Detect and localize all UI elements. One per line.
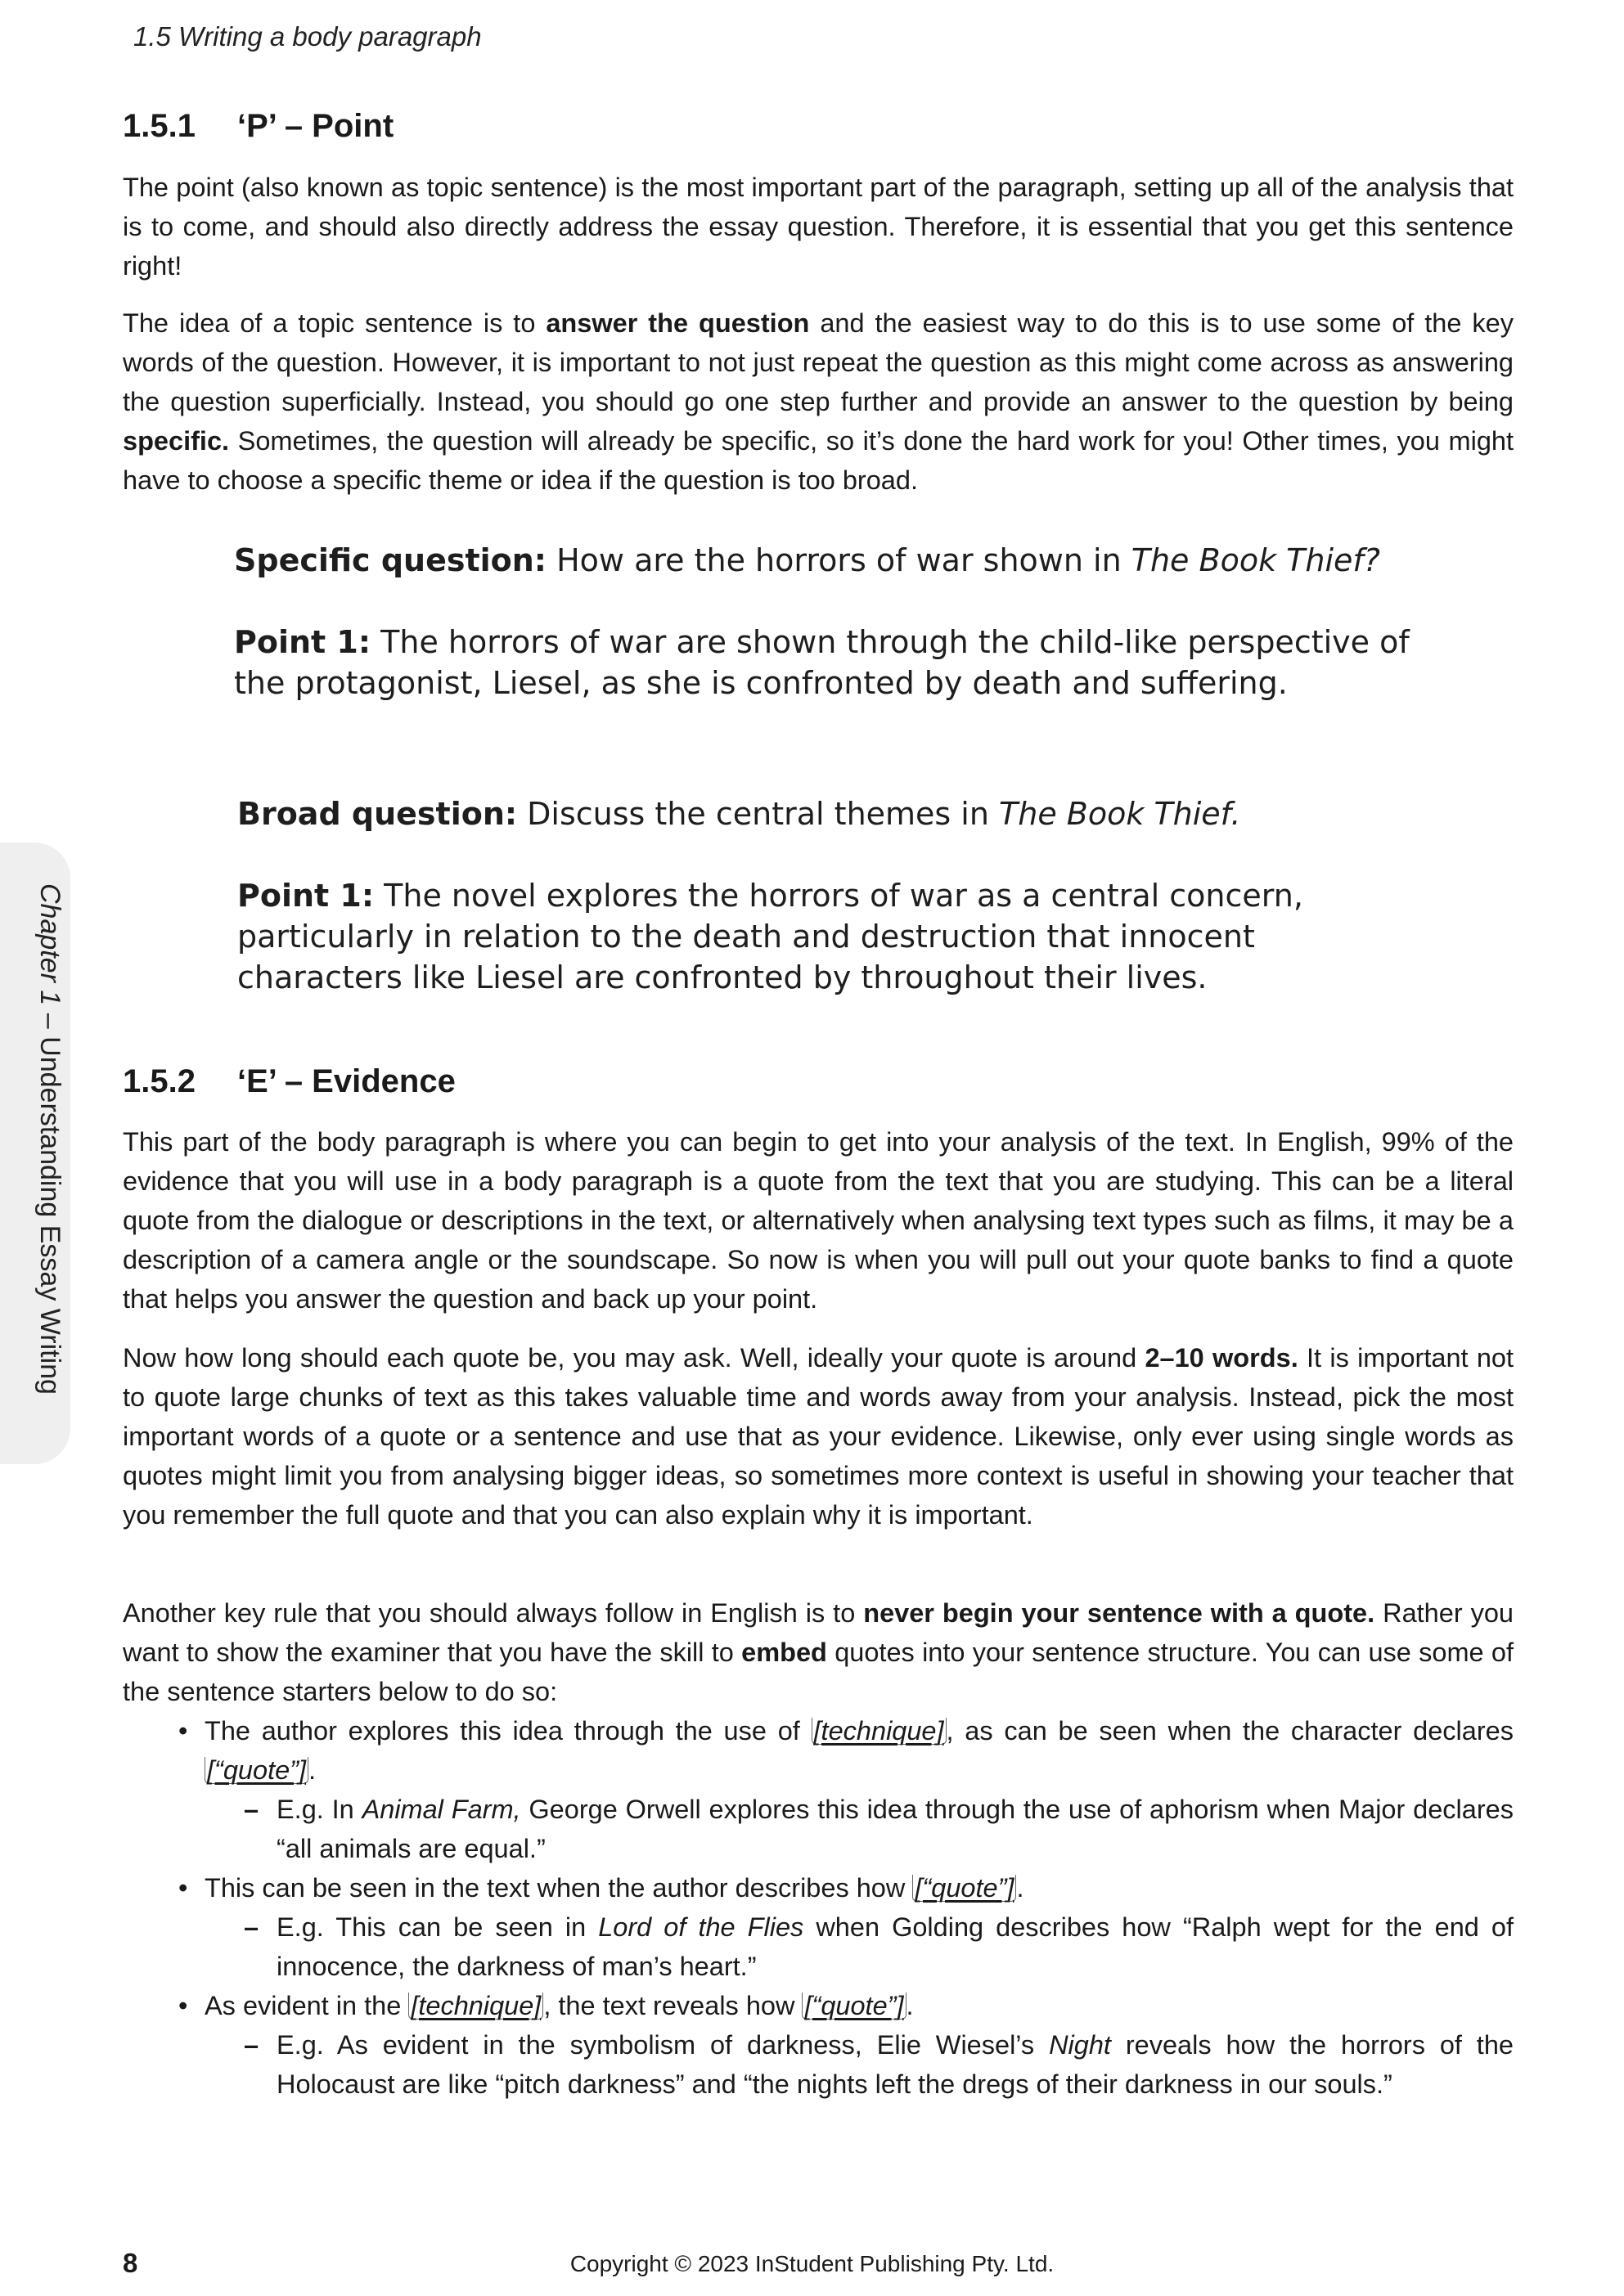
text-run: As evident in the xyxy=(205,1991,409,2020)
paragraph-evidence-intro: This part of the body paragraph is where you can begin to get into your analysis of the text. In English, 99% of the evidence that you will use in a body paragraph is a quote from the text that you are studying. This can be a literal quote from the dialogue or descriptions in the text, or alternatively when analysing text types such as films, it may be a description of a camera angle or the soundscape. So now is when you will pull out your quote banks to find a quote that helps you answer the question and back up your point. xyxy=(123,1127,1514,1314)
paragraph-point-intro: The point (also known as topic sentence) is the most important part of the paragraph, setting up all of the analysis that is to come, and should also directly address the essay question. Therefore, it is essential that you get this sentence right! xyxy=(123,173,1514,281)
example-text: How are the horrors of war shown in xyxy=(547,542,1131,578)
example-text: The horrors of war are shown through the child-like perspective of the protagonist, Liesel, as she is confronted by death and suffering. xyxy=(234,624,1410,701)
chapter-title: Understanding Essay Writing xyxy=(34,1036,65,1395)
text-run: . xyxy=(308,1755,317,1785)
text-run: , the text reveals how xyxy=(543,1991,803,2020)
list-item xyxy=(123,1986,1514,2104)
example-broad-question xyxy=(237,793,1514,834)
paragraph-embed-quotes xyxy=(123,1593,1514,1711)
text-run: . xyxy=(906,1991,914,2020)
example-sub-item xyxy=(205,1907,1514,1986)
text-run: Now how long should each quote be, you may ask. Well, ideally your quote is around xyxy=(123,1343,1145,1373)
bold-answer-the-question: answer the question xyxy=(546,308,810,338)
copyright-notice: Copyright © 2023 InStudent Publishing Pty. Ltd. xyxy=(569,2251,1055,2276)
book-title: The Book Thief. xyxy=(999,796,1241,832)
placeholder-technique: [technique] xyxy=(408,1993,543,2020)
book-title: The Book Thief? xyxy=(1131,542,1380,578)
text-run: The idea of a topic sentence is to xyxy=(123,308,547,338)
book-title: Lord of the Flies xyxy=(598,1912,804,1942)
text-run: E.g. In xyxy=(277,1795,362,1824)
example-label: Point 1: xyxy=(237,878,375,914)
bold-word-count: 2–10 words. xyxy=(1145,1343,1298,1373)
placeholder-quote: [“quote”] xyxy=(802,1993,906,2020)
chapter-number: Chapter 1 xyxy=(34,883,65,1006)
bold-rule: never begin your sentence with a quote. xyxy=(863,1598,1375,1628)
paragraph-topic-sentence xyxy=(123,303,1514,500)
example-label: Specific question: xyxy=(234,542,547,578)
chapter-side-label xyxy=(16,883,65,1472)
list-item xyxy=(123,1868,1514,1986)
text-run: , as can be seen when the character declares xyxy=(946,1716,1514,1746)
example-specific-question xyxy=(234,540,1510,581)
text-run: This can be seen in the text when the author describes how xyxy=(205,1873,913,1903)
sentence-starter-list xyxy=(123,1711,1514,2104)
example-sub-item xyxy=(205,2025,1514,2104)
list-item xyxy=(123,1711,1514,1868)
text-run: Another key rule that you should always follow in English is to xyxy=(123,1598,864,1628)
text-run: quotes into your sentence structure. You can use some of the sentence starters below to do so: xyxy=(123,1638,1514,1706)
example-text: Discuss the central themes in xyxy=(517,796,1000,832)
section-title: ‘E’ – Evidence xyxy=(237,1063,456,1099)
example-text: The novel explores the horrors of war as a central concern, particularly in relation to the death and destruction that innocent characters like Liesel are confronted by throughout their lives. xyxy=(237,878,1303,995)
text-run: . xyxy=(1016,1873,1024,1903)
example-label: Point 1: xyxy=(234,624,371,660)
section-heading-point xyxy=(123,108,394,145)
text-run: when Golding describes how “Ralph wept for the end of innocence, the darkness of man’s heart.” xyxy=(277,1912,1514,1981)
chapter-separator: – xyxy=(34,1013,65,1029)
text-run: Sometimes, the question will already be specific, so it’s done the hard work for you! Other times, you might have to choose a specific theme or idea if the question is too broad. xyxy=(123,426,1514,495)
bold-specific: specific. xyxy=(123,426,230,456)
text-run: E.g. This can be seen in xyxy=(277,1912,599,1942)
section-number: 1.5.1 xyxy=(123,108,196,144)
running-head: 1.5 Writing a body paragraph xyxy=(133,21,482,52)
section-title: ‘P’ – Point xyxy=(237,108,394,144)
page-number: 8 xyxy=(123,2248,138,2278)
example-broad-point xyxy=(237,875,1383,998)
text-run: and the easiest way to do this is to use some of the key words of the question. However, it is important to not just repeat the question as this might come across as answering the question superficially. Instead, you should go one step further and provide an answer to the question by being xyxy=(123,308,1514,416)
bold-embed: embed xyxy=(741,1638,827,1667)
text-run: George Orwell explores this idea through the use of aphorism when Major declares “all animals are equal.” xyxy=(277,1795,1514,1863)
example-label: Broad question: xyxy=(237,796,518,832)
example-specific-point xyxy=(234,622,1428,703)
book-title: Animal Farm, xyxy=(362,1795,521,1824)
example-sub-item xyxy=(205,1790,1514,1868)
section-heading-evidence xyxy=(123,1063,456,1100)
text-run: E.g. As evident in the symbolism of darkness, Elie Wiesel’s xyxy=(277,2030,1050,2060)
placeholder-quote: [“quote”] xyxy=(912,1875,1016,1902)
paragraph-quote-length xyxy=(123,1338,1514,1534)
section-number: 1.5.2 xyxy=(123,1063,196,1099)
placeholder-quote: [“quote”] xyxy=(205,1757,308,1784)
placeholder-technique: [technique] xyxy=(812,1718,947,1745)
text-run: Rather you want to show the examiner that you have the skill to xyxy=(123,1598,1514,1667)
text-run: It is important not to quote large chunks of text as this takes valuable time and words away from your analysis. Instead, pick the most important words of a quote or a sentence and use that as your evidence. Likewise, only ever using single words as quotes might limit you from analysing bigger ideas, so sometimes more context is useful in showing your teacher that you remember the full quote and that you can also explain why it is important. xyxy=(123,1343,1514,1530)
book-title: Night xyxy=(1049,2030,1111,2060)
text-run: reveals how the horrors of the Holocaust are like “pitch darkness” and “the nights left the dregs of their darkness in our souls.” xyxy=(277,2030,1514,2099)
text-run: The author explores this idea through the use of xyxy=(205,1716,812,1746)
